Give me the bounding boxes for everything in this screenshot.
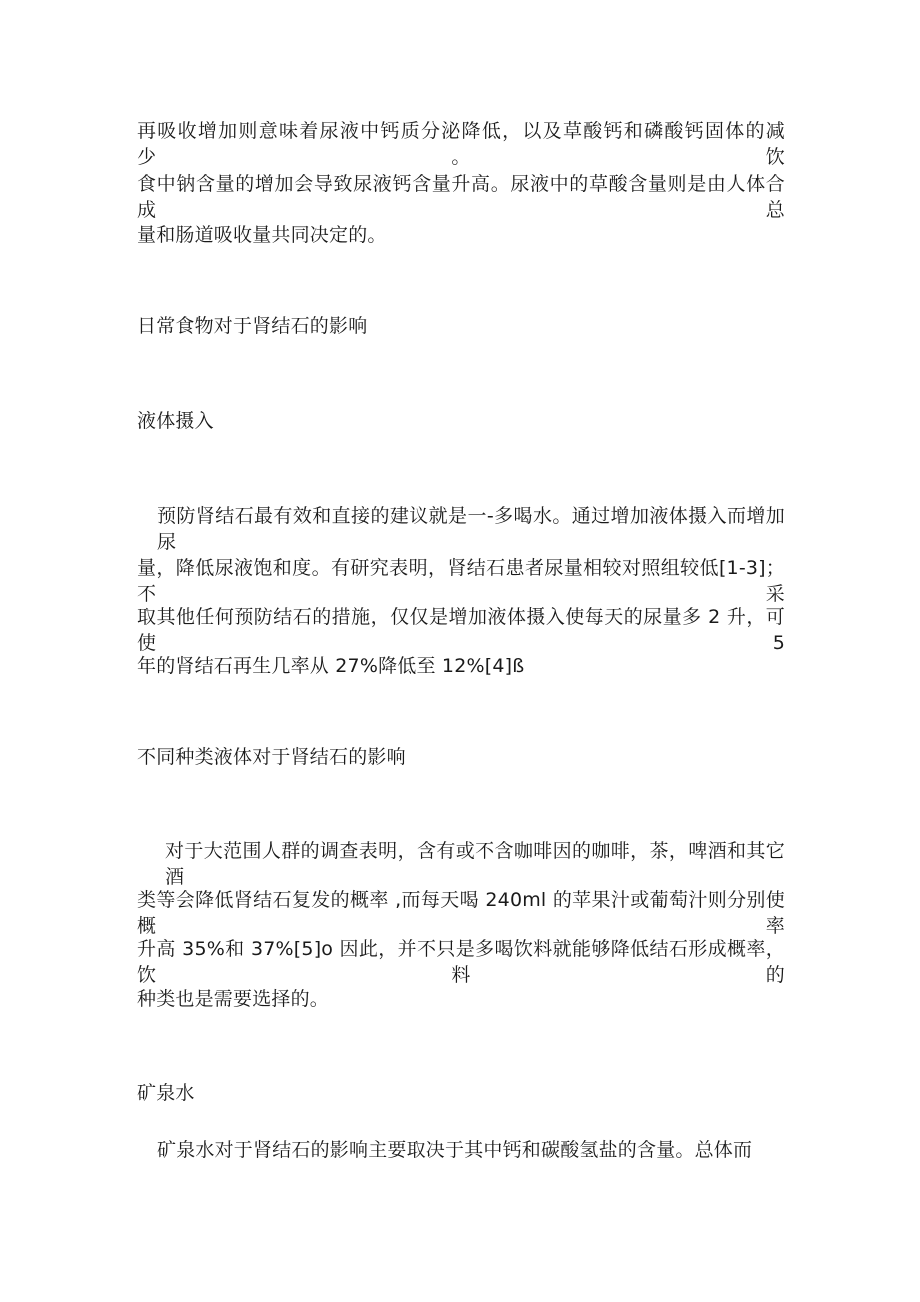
- section-heading: 不同种类液体对于肾结石的影响: [137, 746, 406, 768]
- paragraph-line: 再吸收增加则意味着尿液中钙质分泌降低，以及草酸钙和磷酸钙固体的减少。饮: [137, 120, 785, 168]
- paragraph-line: 年的肾结石再生几率从 27%降低至 12%[4]ß: [137, 655, 525, 677]
- paragraph-line: 预防肾结石最有效和直接的建议就是一-多喝水。通过增加液体摄入而增加尿: [157, 505, 785, 553]
- section-heading: 矿泉水: [137, 1082, 195, 1104]
- paragraph-line: 对于大范围人群的调查表明，含有或不含咖啡因的咖啡，茶，啤酒和其它酒: [165, 840, 785, 888]
- section-heading: 日常食物对于肾结石的影响: [137, 315, 368, 337]
- paragraph-line: 种类也是需要选择的。: [137, 988, 330, 1010]
- paragraph-line: 类等会降低肾结石复发的概率 ,而每天喝 240ml 的苹果汁或葡萄汁则分别使概率: [137, 889, 785, 937]
- paragraph-line: 量和肠道吸收量共同决定的。: [137, 224, 387, 246]
- paragraph-line: 矿泉水对于肾结石的影响主要取决于其中钙和碳酸氢盐的含量。总体而: [157, 1139, 753, 1161]
- paragraph-line: 取其他任何预防结石的措施，仅仅是增加液体摄入使每天的尿量多 2 升，可使 5: [137, 606, 785, 654]
- paragraph-line: 量，降低尿液饱和度。有研究表明，肾结石患者尿量相较对照组较低[1-3]；不采: [137, 557, 785, 605]
- paragraph-line: 升高 35%和 37%[5]o 因此，并不只是多喝饮料就能够降低结石形成概率，饮料的: [137, 938, 785, 986]
- section-heading: 液体摄入: [137, 410, 214, 432]
- paragraph-line: 食中钠含量的增加会导致尿液钙含量升高。尿液中的草酸含量则是由人体合成总: [137, 173, 785, 221]
